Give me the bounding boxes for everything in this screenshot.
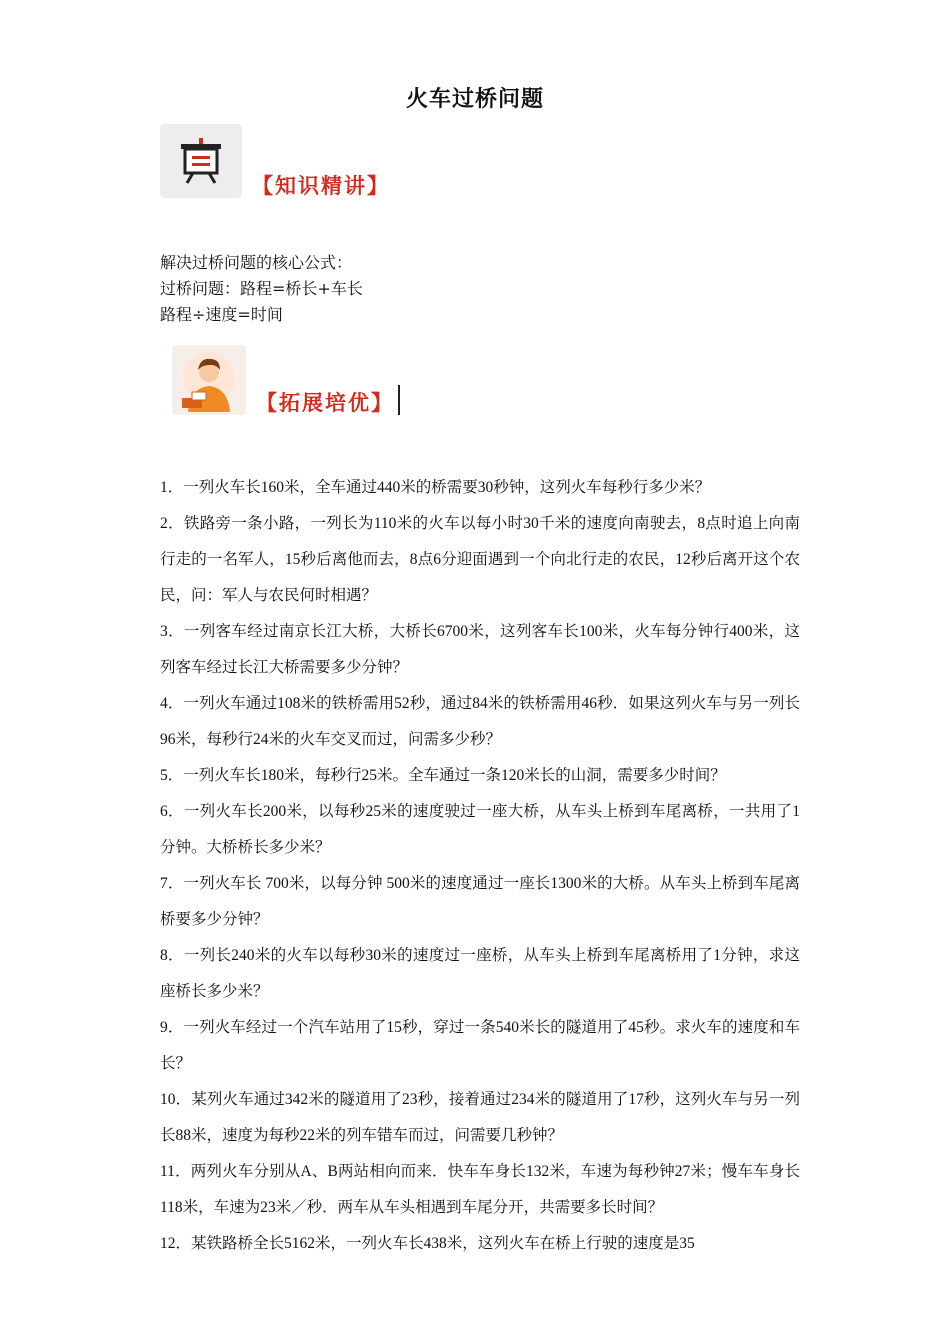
- knowledge-content: [160, 250, 363, 328]
- formula-intro: 解决过桥问题的核心公式：: [160, 253, 353, 272]
- formula-distance: 过桥问题：路程=桥长+车长: [160, 279, 363, 298]
- problem-item: 3．一列客车经过南京长江大桥，大桥长6700米，这列客车长100米，火车每分钟行400米，这列客车经过长江大桥需要多少分钟？: [160, 623, 800, 676]
- knowledge-section-label: 【知识精讲】: [252, 173, 390, 198]
- presentation-board-icon: [160, 124, 242, 198]
- problem-item: 1．一列火车长160米，全车通过440米的桥需要30秒钟，这列火车每秒行多少米？: [160, 479, 711, 496]
- problem-item: 11．两列火车分别从A、B两站相向而来．快车车身长132米，车速为每秒钟27米；慢车车身长118米，车速为23米／秒．两车从车头相遇到车尾分开，共需要多长时间？: [160, 1163, 800, 1216]
- problem-item: 2．铁路旁一条小路，一列长为110米的火车以每小时30千米的速度向南驶去，8点时追上向南行走的一名军人，15秒后离他而去，8点6分迎面遇到一个向北行走的农民，12秒后离开这个农民，问：军人与农民何时相遇？: [160, 515, 800, 604]
- problem-item: 5．一列火车长180米，每秒行25米。全车通过一条120米长的山洞，需要多少时间？: [160, 767, 726, 784]
- problem-item: 7．一列火车长 700米，以每分钟 500米的速度通过一座长1300米的大桥。从车头上桥到车尾离桥要多少分钟？: [160, 875, 800, 928]
- problem-item: 6．一列火车长200米，以每秒25米的速度驶过一座大桥，从车头上桥到车尾离桥，一共用了1分钟。大桥桥长多少米？: [160, 803, 800, 856]
- problem-item: 4．一列火车通过108米的铁桥需用52秒，通过84米的铁桥需用46秒．如果这列火车与另一列长96米，每秒行24米的火车交叉而过，问需多少秒？: [160, 695, 800, 748]
- knowledge-banner: [160, 124, 390, 198]
- text-cursor: [398, 385, 400, 415]
- problem-item: 12．某铁路桥全长5162米，一列火车长438米，这列火车在桥上行驶的速度是35: [160, 1235, 695, 1252]
- extension-banner: [172, 345, 400, 415]
- problem-item: 9．一列火车经过一个汽车站用了15秒，穿过一条540米长的隧道用了45秒。求火车的速度和车长？: [160, 1019, 800, 1072]
- problem-item: 8．一列长240米的火车以每秒30米的速度过一座桥，从车头上桥到车尾离桥用了1分钟，求这座桥长多少米？: [160, 947, 800, 1000]
- problem-item: 10．某列火车通过342米的隧道用了23秒，接着通过234米的隧道用了17秒，这列火车与另一列长88米，速度为每秒22米的列车错车而过，问需要几秒钟？: [160, 1091, 800, 1144]
- problem-list: [160, 470, 800, 1262]
- formula-time: 路程÷速度=时间: [160, 305, 283, 324]
- document-title: 火车过桥问题: [405, 86, 544, 112]
- extension-section-label: 【拓展培优】: [256, 390, 394, 415]
- teacher-avatar-icon: [172, 345, 246, 415]
